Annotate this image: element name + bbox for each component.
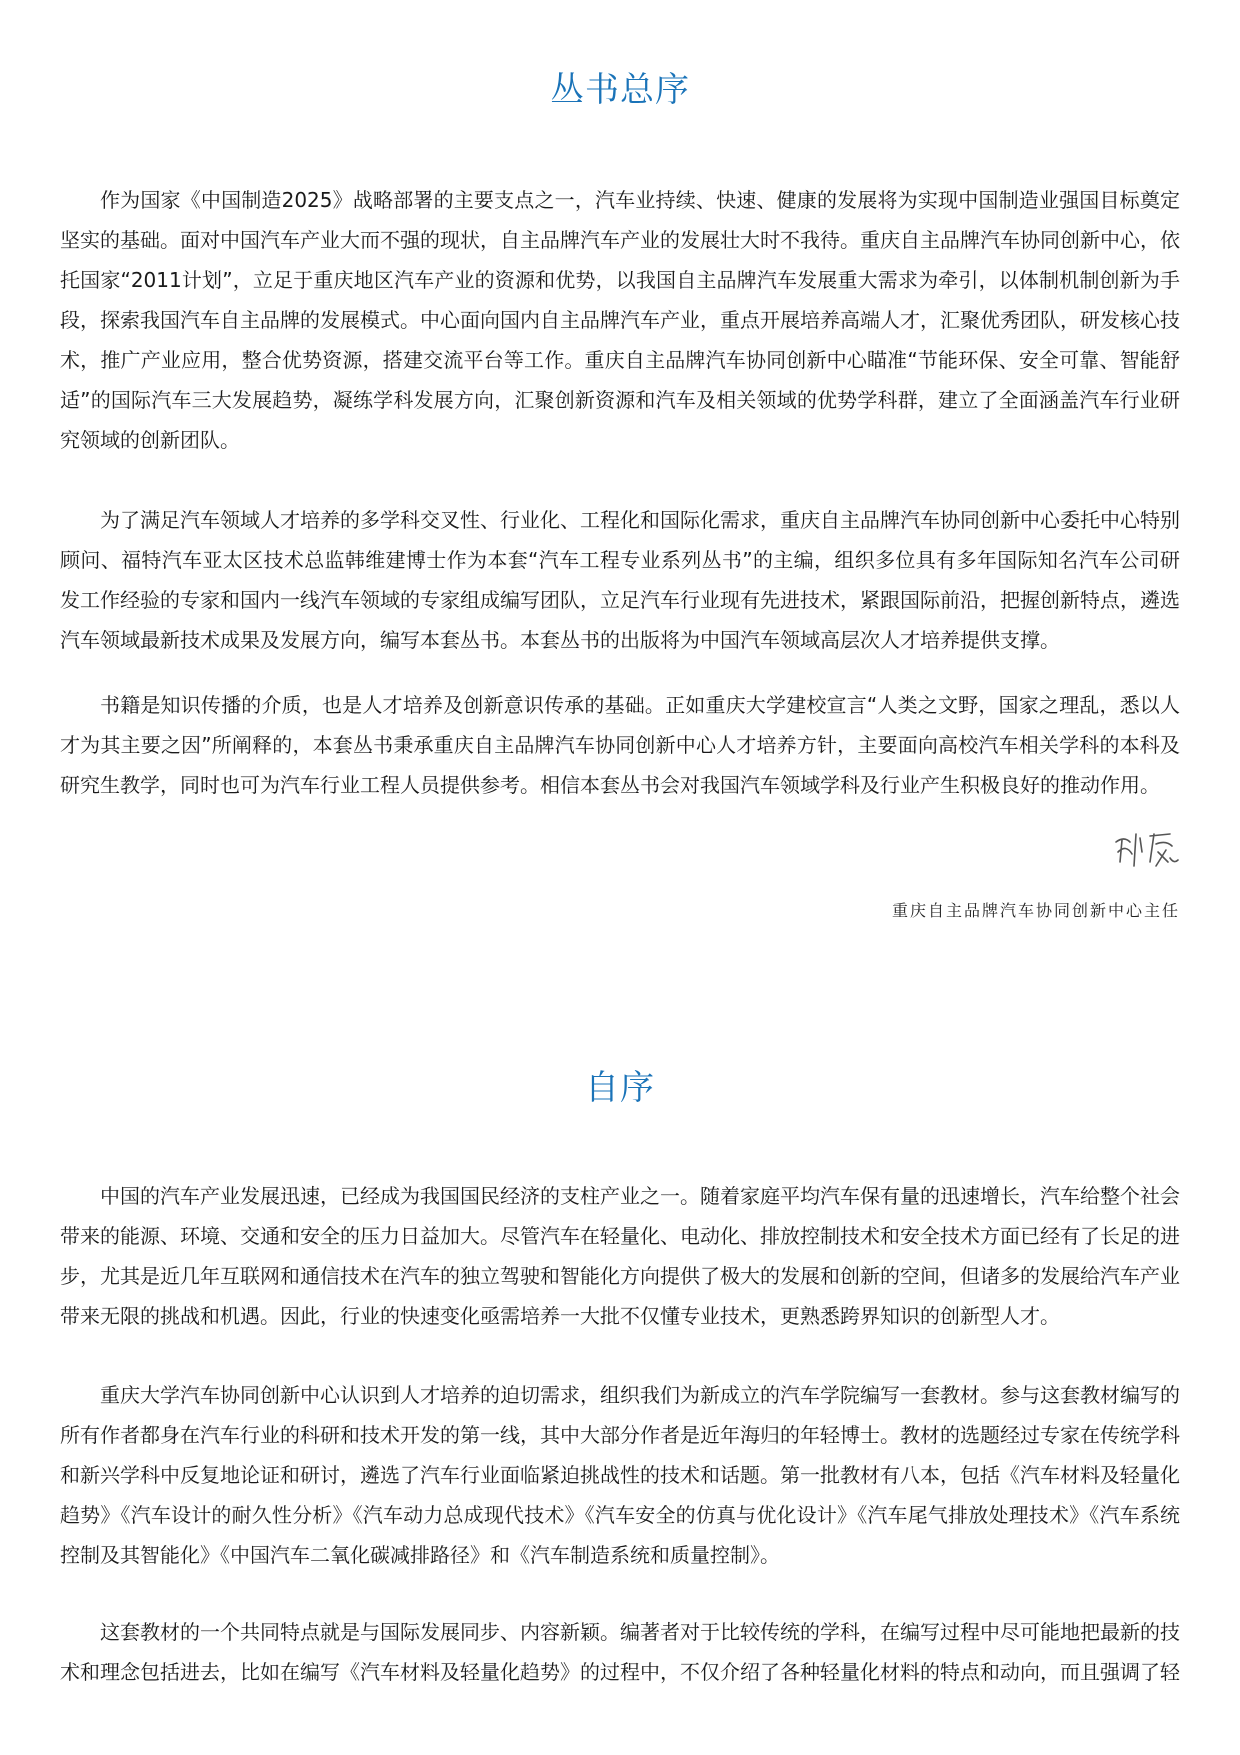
series-preface-title: 丛书总序 (550, 70, 690, 110)
signer-title: 重庆自主品牌汽车协同创新中心主任 (891, 901, 1180, 920)
author-preface-paragraph-3: 这套教材的一个共同特点就是与国际发展同步、内容新颖。编著者对于比较传统的学科，在编写过程中尽可能地把最新的技术和理念包括进去，比如在编写《汽车材料及轻量化趋势》的过程中，不仅介绍了各种轻量化材料的特点和动向，而且强调了轻 (60, 1620, 1180, 1684)
author-preface-title: 自序 (585, 1068, 655, 1108)
author-preface-paragraph-2: 重庆大学汽车协同创新中心认识到人才培养的迫切需求，组织我们为新成立的汽车学院编写一套教材。参与这套教材编写的所有作者都身在汽车行业的科研和技术开发的第一线，其中大部分作者是近年海归的年轻博士。教材的选题经过专家在传统学科和新兴学科中反复地论证和研讨，遴选了汽车行业面临紧迫挑战性的技术和话题。第一批教材有八本，包括《汽车材料及轻量化趋势》《汽车设计的耐久性分析》《汽车动力总成现代技术》《汽车安全的仿真与优化设计》《汽车尾气排放处理技术》《汽车系统控制及其智能化》《中国汽车二氧化碳减排路径》和《汽车制造系统和质量控制》。 (60, 1383, 1180, 1567)
series-preface-paragraph-3: 书籍是知识传播的介质，也是人才培养及创新意识传承的基础。正如重庆大学建校宣言“人类之文野，国家之理乱，悉以人才为其主要之因”所阐释的，本套丛书秉承重庆自主品牌汽车协同创新中心人才培养方针，主要面向高校汽车相关学科的本科及研究生教学，同时也可为汽车行业工程人员提供参考。相信本套丛书会对我国汽车领域学科及行业产生积极良好的推动作用。 (60, 693, 1180, 797)
handwritten-signature (1110, 822, 1180, 872)
author-preface-paragraph-1: 中国的汽车产业发展迅速，已经成为我国国民经济的支柱产业之一。随着家庭平均汽车保有量的迅速增长，汽车给整个社会带来的能源、环境、交通和安全的压力日益加大。尽管汽车在轻量化、电动化、排放控制技术和安全技术方面已经有了长足的进步，尤其是近几年互联网和通信技术在汽车的独立驾驶和智能化方向提供了极大的发展和创新的空间，但诸多的发展给汽车产业带来无限的挑战和机遇。因此，行业的快速变化亟需培养一大批不仅懂专业技术，更熟悉跨界知识的创新型人才。 (60, 1184, 1180, 1328)
series-preface-paragraph-1: 作为国家《中国制造2025》战略部署的主要支点之一，汽车业持续、快速、健康的发展将为实现中国制造业强国目标奠定坚实的基础。面对中国汽车产业大而不强的现状，自主品牌汽车产业的发展壮大时不我待。重庆自主品牌汽车协同创新中心，依托国家“2011计划”，立足于重庆地区汽车产业的资源和优势，以我国自主品牌汽车发展重大需求为牵引，以体制机制创新为手段，探索我国汽车自主品牌的发展模式。中心面向国内自主品牌汽车产业，重点开展培养高端人才，汇聚优秀团队，研发核心技术，推广产业应用，整合优势资源，搭建交流平台等工作。重庆自主品牌汽车协同创新中心瞄准“节能环保、安全可靠、智能舒适”的国际汽车三大发展趋势，凝练学科发展方向，汇聚创新资源和汽车及相关领域的优势学科群，建立了全面涵盖汽车行业研究领域的创新团队。 (60, 188, 1180, 452)
series-preface-paragraph-2: 为了满足汽车领域人才培养的多学科交叉性、行业化、工程化和国际化需求，重庆自主品牌汽车协同创新中心委托中心特别顾问、福特汽车亚太区技术总监韩维建博士作为本套“汽车工程专业系列丛书”的主编，组织多位具有多年国际知名汽车公司研发工作经验的专家和国内一线汽车领域的专家组成编写团队，立足汽车行业现有先进技术，紧跟国际前沿，把握创新特点，遴选汽车领域最新技术成果及发展方向，编写本套丛书。本套丛书的出版将为中国汽车领域高层次人才培养提供支撑。 (60, 508, 1180, 652)
